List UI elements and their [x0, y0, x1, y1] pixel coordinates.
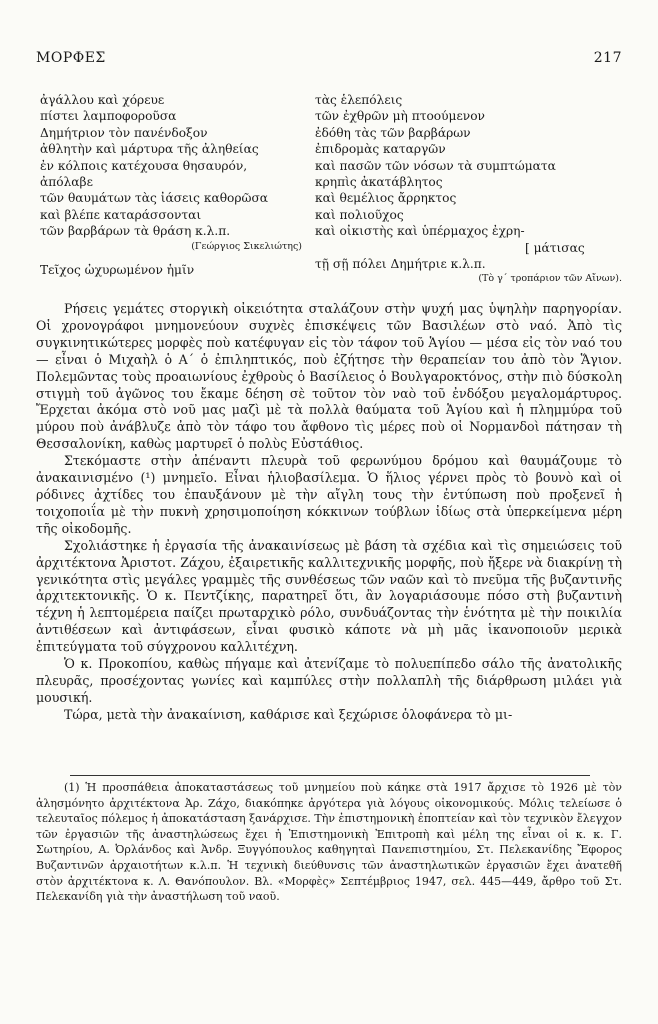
poem-line: καὶ θεμέλιος ἄρρηκτος — [315, 191, 457, 206]
poem-line: καὶ πολιοῦχος — [315, 207, 404, 222]
poem-right-column — [315, 92, 630, 286]
poem-line: ἐν κόλποις κατέχουσα θησαυρόν, — [40, 158, 248, 173]
poem-line-continuation: [ μάτισας — [525, 240, 585, 255]
paragraph: Ὁ κ. Προκοπίου, καθὼς πήγαμε καὶ ἀτενίζαμε τὸ πολυεπίπεδο σάλο τῆς ἀνατολικῆς πλευρᾶς, προσέχοντας γωνίες καὶ καμπύλες στὴν πολλαπλὴ τῆς διάρθρωση μιλάει γιὰ μουσική. — [36, 656, 622, 705]
running-header — [36, 50, 622, 70]
poem-line: τὰς ἑλεπόλεις — [315, 93, 403, 107]
poem-line: ἀθλητὴν καὶ μάρτυρα τῆς ἀληθείας — [40, 142, 259, 157]
poem-line: τῇ σῇ πόλει Δημήτριε κ.λ.π. — [315, 257, 486, 272]
paragraph: Στεκόμαστε στὴν ἀπέναντι πλευρὰ τοῦ φερωνύμου δρόμου καὶ θαυμάζουμε τὸ ἀνακαινισμένο (¹) μνημεῖο. Εἶναι ἡλιοβασίλεμα. Ὁ ἥλιος γέρνει πρὸς τὸ βουνὸ καὶ οἱ ρόδινες ἀχτίδες του ἐπαυξάνουν μὲ τὴν αἴγλη τους τὴν ἐντύπωση ποὺ προξενεῖ ἡ τοιχοποιΐα μὲ τὴν πυκνὴ χρησιμοποίηση κόκκινων τούβλων ἰδίως στὰ ὑπερκείμενα μέρη τῆς οἰκοδομῆς. — [36, 453, 622, 536]
poem-line: τῶν θαυμάτων τὰς ἰάσεις καθορῶσα — [40, 191, 269, 206]
footnote-divider — [70, 775, 590, 776]
poem-line: ἐδόθη τὰς τῶν βαρβάρων — [315, 125, 471, 140]
poem-line: ἀπόλαβε — [40, 175, 93, 190]
body-text — [36, 301, 622, 724]
poem-citation: (Τὸ γ΄ τροπάριον τῶν Αἴνων). — [478, 273, 622, 285]
poem-line: ἐπιδρομὰς καταργῶν — [315, 142, 446, 157]
footnote-text: (1) Ἡ προσπάθεια ἀποκαταστάσεως τοῦ μνημείου ποὺ κάηκε στὰ 1917 ἄρχισε τὸ 1926 μὲ τὸν ἀλησμόνητο ἀρχιτέκτονα Ἀρ. Ζάχο, διακόπηκε ἀργότερα γιὰ λόγους οἰκονομικούς. Μόλις τελείωσε ὁ τελευταῖος πόλεμος ἡ ἀποκατάσταση ξανάρχισε. Τὴν ἐπιστημονικὴ ἐποπτείαν καὶ τὸν τεχνικὸν ἔλεγχον τῶν ἐργασιῶν τῆς ἀναστηλώσεως ἔχει ἡ Ἐπιστημονικὴ Ἐπιτροπὴ καὶ μέλη της εἶναι οἱ κ. κ. Γ. Σωτηρίου, Α. Ὀρλάνδος καὶ Ἀνδρ. Ξυγγόπουλος καθηγηταὶ Πανεπιστημίου, Στ. Πελεκανίδης Ἔφορος Βυζαντινῶν ἀρχαιοτήτων κ.λ.π. Ἡ τεχνικὴ διεύθυνσις τῶν ἀναστηλωτικῶν ἐργασιῶν ἔχει ἀνατεθῆ στὸν ἀρχιτέκτονα κ. Λ. Θανόπουλον. Βλ. «Μορφὲς» Σεπτέμβριος 1947, σελ. 445—449, ἄρθρο τοῦ Στ. Πελεκανίδη γιὰ τὴν ἀναστήλωση τοῦ ναοῦ. — [36, 781, 622, 904]
footnote — [36, 780, 622, 905]
poem-left-column — [40, 92, 310, 278]
poem-line: ἀγάλλου καὶ χόρευε — [40, 93, 165, 107]
poem-line: καὶ οἰκιστὴς καὶ ὑπέρμαχος ἐχρη- — [315, 224, 525, 239]
page-number: 217 — [593, 50, 622, 66]
poem-line: κρηπὶς ἀκατάβλητος — [315, 175, 443, 190]
poem-line: καὶ βλέπε καταράσσονται — [40, 207, 202, 222]
journal-title: ΜΟΡΦΕΣ — [36, 50, 106, 66]
poem-line: Δημήτριον τὸν πανένδοξον — [40, 125, 208, 140]
paragraph: Ρήσεις γεμάτες στοργικὴ οἰκειότητα σταλάζουν στὴν ψυχή μας ὑψηλὴν παρηγορίαν. Οἱ χρονογράφοι μνημονεύουν συχνὲς ἐπισκέψεις τῶν Βασιλέων στὸ ναό. Ἀπὸ τὶς συγκινητικώτερες μορφὲς ποὺ κατέφυγαν εἰς τὸν τάφον τοῦ Ἁγίου — μέσα εἰς τὸν ναό του — εἶναι ὁ Μιχαὴλ ὁ Α΄ ὁ ἐπιληπτικός, ποὺ ἐζήτησε τὴν θεραπείαν του ἀπὸ τὸν Ἅγιον. Πολεμῶντας τοὺς προαιωνίους ἐχθροὺς ὁ Βασίλειος ὁ Βουλγαροκτόνος, στὴν πιὸ δύσκολη στιγμὴ τοῦ ἀγῶνος του ἔκαμε δέηση σὲ τοῦτον τὸν ναὸ τοῦ ἐνδόξου μεγαλομάρτυρος. Ἔρχεται ἀκόμα στὸ νοῦ μας μαζὶ μὲ τὰ πολλὰ θαύματα τοῦ Ἁγίου καὶ ἡ πλημμύρα τοῦ μύρου ποὺ ἀνάβλυζε ἀπὸ τὸν τάφο του ἄφθονο τὶς μέρες ποὺ οἱ Νορμανδοὶ πάτησαν τὴ Θεσσαλονίκη, καθὼς μαρτυρεῖ ὁ πολὺς Εὐστάθιος. — [36, 301, 622, 452]
poem-line: τῶν βαρβάρων τὰ θράση κ.λ.π. — [40, 224, 231, 239]
poem-line: πίστει λαμποφοροῦσα — [40, 109, 177, 124]
paragraph: Τώρα, μετὰ τὴν ἀνακαίνιση, καθάρισε καὶ ξεχώρισε ὁλοφάνερα τὸ μι- — [64, 706, 513, 722]
poem-line: τῶν ἐχθρῶν μὴ πτοούμενον — [315, 109, 485, 124]
poem-line: Τεῖχος ὠχυρωμένον ἡμῖν — [40, 262, 195, 277]
poem-citation: (Γεώργιος Σικελιώτης) — [191, 240, 302, 252]
poem-line: καὶ πασῶν τῶν νόσων τὰ συμπτώματα — [315, 158, 556, 173]
paragraph: Σχολιάστηκε ἡ ἐργασία τῆς ἀνακαινίσεως μὲ βάση τὰ σχέδια καὶ τὶς σημειώσεις τοῦ ἀρχιτέκτονα Ἀριστοτ. Ζάχου, ἐξαιρετικῆς καλλιτεχνικῆς μορφῆς, ποὺ ἤξερε νὰ διακρίνῃ τὴ γενικότητα στὶς μεγάλες γραμμὲς τῆς συνθέσεως τῶν ναῶν καὶ τὸ πνεῦμα τῆς βυζαντινῆς ἀρχιτεκτονικῆς. Ὁ κ. Πεντζίκης, παρατηρεῖ ὅτι, ἂν λογαριάσουμε πόσο στὴ βυζαντινὴ τέχνη ἡ λεπτομέρεια παίζει πρωταρχικὸ ρόλο, συνδυάζοντας τὴν ἑνότητα μὲ τὴν ποικιλία ἀντιθέσεων καὶ ἀντιφάσεων, εἶναι φυσικὸ κάποτε νὰ μὴ μᾶς ἱκανοποιοῦν μερικὰ ἐπιτεύγματα τοῦ σύγχρονου καλλιτέχνη. — [36, 537, 622, 655]
